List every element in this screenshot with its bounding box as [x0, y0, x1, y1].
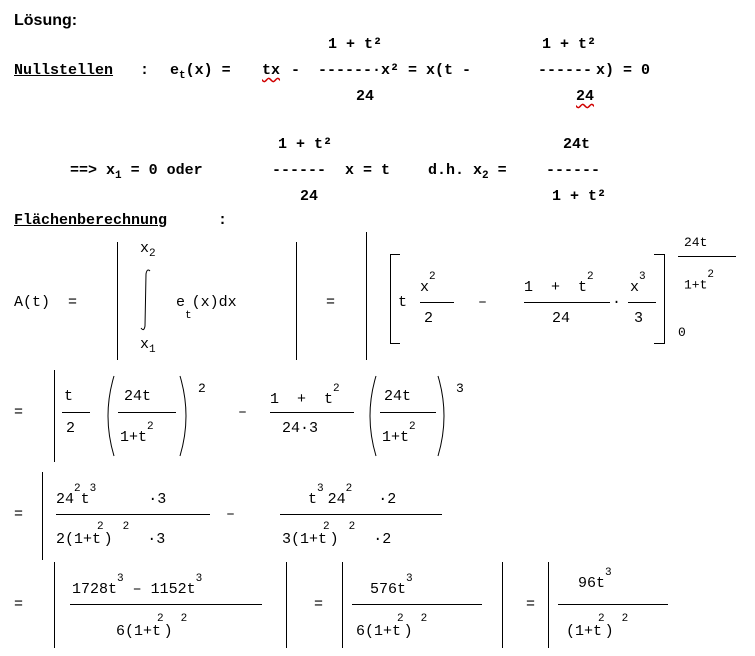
frac-bar-coef	[524, 302, 610, 303]
implies-frac2-den: 1 + t²	[552, 188, 607, 205]
row3-frac1-bar	[56, 514, 210, 515]
row2-f1-den: $1+t^2$	[120, 421, 154, 446]
row1-minus: –	[478, 294, 488, 311]
row2-f2-den: $1+t^2$	[382, 421, 416, 446]
row4-abs-left-3	[548, 562, 549, 648]
zeros-colon: :	[140, 62, 150, 79]
row2-minus: –	[238, 404, 248, 421]
bracket-left-bottom	[390, 343, 400, 344]
zeros-rest-a: ·x² = x(t -	[372, 62, 481, 79]
row2-two: 2	[66, 420, 76, 437]
row4-n1: $1728t^3 - 1152t^3$	[72, 573, 203, 598]
row4-d2: $6(1+t^2)^2$	[356, 613, 428, 640]
zeros-rest-b: x) = 0	[596, 62, 651, 79]
row4-n2: $576t^3$	[370, 573, 413, 598]
row4-n3: $96t^3$	[578, 567, 612, 592]
zeros-lhs: $e_t(x)$ =	[170, 62, 240, 82]
row3-equals: =	[14, 506, 24, 523]
solution-heading: Lösung:	[14, 12, 78, 29]
row2-f2-num: 24t	[384, 388, 412, 405]
zeros-frac2-bar: ------	[538, 62, 593, 79]
eval-upper-bar	[678, 256, 736, 257]
row3-abs-left	[42, 472, 43, 560]
dot-op: ·	[612, 294, 622, 311]
eval-upper-den: $1+t^2$	[684, 269, 715, 293]
row2-paren2-right	[436, 374, 452, 458]
row2-coef-den: 24·3	[282, 420, 319, 437]
row3-minus: –	[226, 506, 236, 523]
area-label: Flächenberechnung	[14, 212, 168, 229]
row2-frac-t-bar	[62, 412, 90, 413]
integrand: $e_t(x)dx$	[176, 294, 237, 322]
row4-equals-2: =	[314, 596, 324, 613]
zeros-frac1-den: 24	[356, 88, 375, 105]
row2-pow2: 3	[456, 381, 464, 396]
area-lhs: A(t) =	[14, 294, 78, 311]
implies-frac2-bar: ------	[546, 162, 601, 179]
row2-paren2-left	[362, 374, 378, 458]
row1-equals: =	[326, 294, 336, 311]
zeros-frac2-num: 1 + t²	[542, 36, 597, 53]
bracket-left-top	[390, 254, 400, 255]
implies-x2: d.h. $x_2$ =	[428, 162, 516, 182]
row3-d1: $2(1+t^2)^2\cdot 3$	[56, 521, 166, 548]
row4-equals-1: =	[14, 596, 24, 613]
row2-f1-bar	[118, 412, 176, 413]
row2-abs-left	[54, 370, 55, 462]
row4-abs-right-2	[502, 562, 503, 648]
eval-upper-num: 24t	[684, 235, 708, 250]
row4-d1: $6(1+t^2)^2$	[116, 613, 188, 640]
zeros-minus: -	[282, 62, 310, 79]
frac-bar-x2	[420, 302, 454, 303]
eval-lower-limit: 0	[678, 325, 686, 340]
row2-coef-num: $1 + t^2$	[270, 383, 340, 408]
zeros-label: Nullstellen	[14, 62, 114, 79]
bracket-right-top	[654, 254, 664, 255]
implies-after: x = t	[345, 162, 391, 179]
row2-f1-num: 24t	[124, 388, 152, 405]
area-colon: :	[218, 212, 228, 229]
abs-bar-outer-left	[366, 232, 367, 360]
row4-abs-right-1	[286, 562, 287, 648]
implies-frac-num: 1 + t²	[278, 136, 333, 153]
row4-frac3-bar	[558, 604, 668, 605]
implies-x1: ==> $x_1 = 0$ oder	[70, 162, 203, 182]
row2-t: t	[64, 388, 74, 405]
row2-f2-bar	[380, 412, 436, 413]
row4-abs-left-2	[342, 562, 343, 648]
zeros-tx: tx	[262, 62, 281, 79]
row2-pow1: 2	[198, 381, 206, 396]
implies-frac-den: 24	[300, 188, 319, 205]
row2-paren1-left	[100, 374, 116, 458]
row2-coef-bar	[270, 412, 354, 413]
x-cubed-num: $x^3$	[630, 271, 646, 296]
implies-frac-bar: ------	[272, 162, 327, 179]
row4-frac2-bar	[352, 604, 482, 605]
row2-equals: =	[14, 404, 24, 421]
row3-n1: $24^2t^3\cdot 3$	[56, 483, 167, 508]
abs-bar-right	[296, 242, 297, 360]
implies-frac2-num: 24t	[563, 136, 591, 153]
row4-abs-left-1	[54, 562, 55, 648]
bracket-right-bottom	[654, 343, 664, 344]
frac-bar-x3	[628, 302, 656, 303]
row3-d2: $3(1+t^2)^2\cdot 2$	[282, 521, 392, 548]
coef-den: 24	[552, 310, 571, 327]
row4-d3: $(1+t^2)^2$	[566, 613, 629, 640]
row3-n2: $t^324^2\cdot 2$	[308, 483, 397, 508]
abs-bar-left	[117, 242, 118, 360]
bracket-right	[664, 254, 665, 344]
x-squared-den: 2	[424, 310, 434, 327]
zeros-frac1-num: 1 + t²	[328, 36, 383, 53]
x-cubed-den: 3	[634, 310, 644, 327]
row4-equals-3: =	[526, 596, 536, 613]
row3-frac2-bar	[280, 514, 442, 515]
integral-sign-icon	[136, 268, 156, 332]
zeros-frac2-den: 24	[576, 88, 595, 105]
row4-frac1-bar	[70, 604, 262, 605]
bracket-t: t	[398, 294, 408, 311]
bracket-left	[390, 254, 391, 344]
integral-lower-limit: $x_1$	[140, 336, 156, 356]
coef-num: $1 + t^2$	[524, 271, 594, 296]
row2-paren1-right	[178, 374, 194, 458]
integral-upper-limit: $x_2$	[140, 240, 156, 260]
x-squared-num: $x^2$	[420, 271, 436, 296]
zeros-frac1-bar: ------	[318, 62, 373, 79]
